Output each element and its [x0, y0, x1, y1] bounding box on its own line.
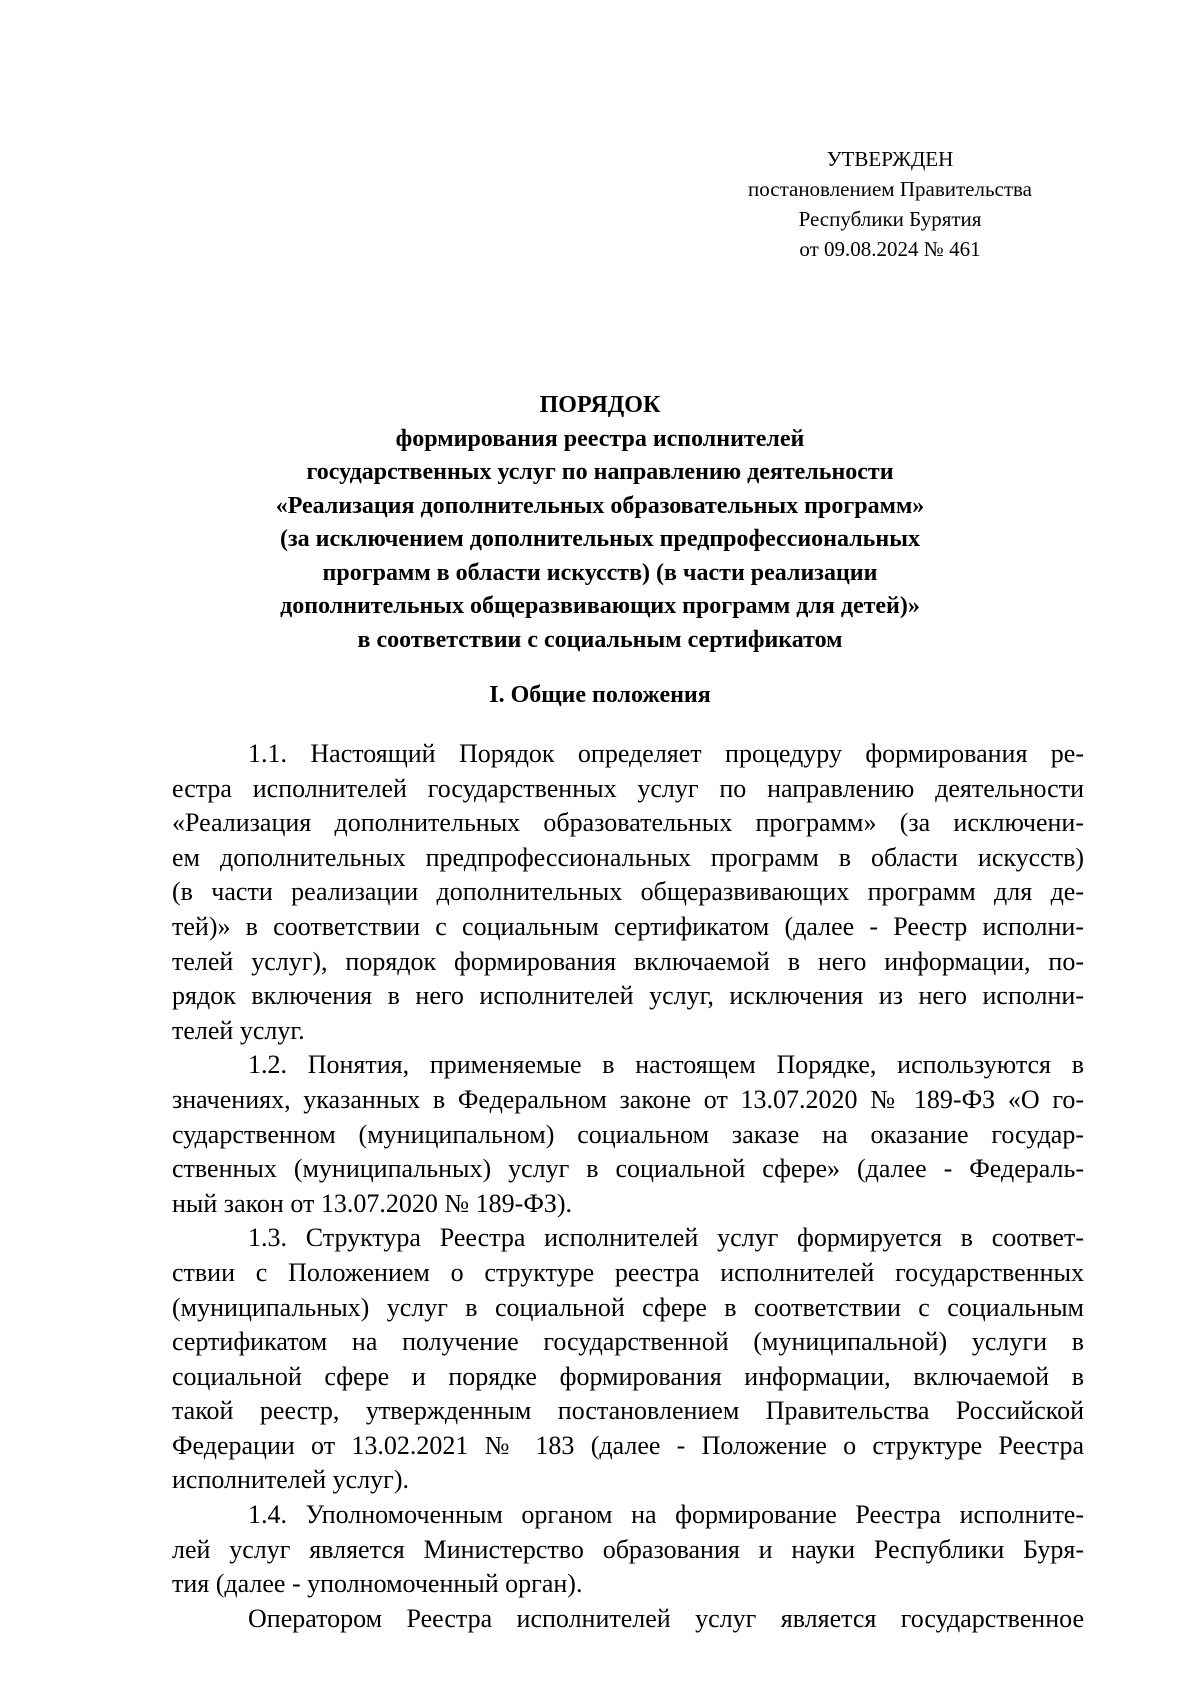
text-line: ный закон от 13.07.2020 № 189-ФЗ).: [172, 1188, 573, 1218]
paragraph-1-3: [172, 1221, 1084, 1498]
text-line: значениях, указанных в Федеральном законе от 13.07.2020 № 189-ФЗ «О го-: [172, 1084, 1084, 1114]
text-line: социальной сфере и порядке формирования информации, включаемой в: [172, 1361, 1084, 1391]
title-line: государственных услуг по направлению деятельности: [306, 459, 894, 485]
text-line: исполнителей услуг).: [172, 1465, 409, 1495]
text-line: тей)» в соответствии с социальным сертификатом (далее - Реестр исполни-: [172, 911, 1084, 941]
title-line: «Реализация дополнительных образовательных программ»: [275, 492, 925, 519]
approval-stamp-block: [690, 144, 1090, 264]
text-line: Оператором Реестра исполнителей услуг является государственное: [248, 1603, 1084, 1633]
section-heading: I. Общие положения: [489, 682, 711, 708]
title-line: (за исключением дополнительных предпрофессиональных: [280, 526, 920, 552]
text-line: рядок включения в него исполнителей услуг, исключения из него исполни-: [172, 981, 1084, 1011]
text-line: ственных (муниципальных) услуг в социальной сфере» (далее - Федераль-: [172, 1154, 1084, 1184]
paragraph-operator: [172, 1602, 1084, 1637]
text-line: сударственном (муниципальном) социальном заказе на оказание государ-: [172, 1119, 1084, 1149]
text-line: 1.4. Уполномоченным органом на формирование Реестра исполните-: [248, 1500, 1084, 1530]
text-line: тия (далее - уполномоченный орган).: [172, 1569, 583, 1599]
text-line: такой реестр, утвержденным постановлением Правительства Российской: [172, 1396, 1084, 1426]
text-line: естра исполнителей государственных услуг по направлению деятельности: [172, 773, 1084, 803]
text-line: Федерации от 13.02.2021 № 183 (далее - Положение о структуре Реестра: [172, 1430, 1084, 1460]
title-line: дополнительных общеразвивающих программ для детей)»: [280, 593, 920, 619]
text-line: (муниципальных) услуг в социальной сфере в соответствии с социальным: [172, 1292, 1084, 1322]
text-line: телей услуг), порядок формирования включаемой в него информации, по-: [172, 946, 1084, 976]
text-line: 1.1. Настоящий Порядок определяет процедуру формирования ре-: [248, 739, 1084, 768]
document-title: [140, 389, 1060, 657]
approval-line: Республики Бурятия: [798, 207, 982, 231]
title-line: в соответствии с социальным сертификатом: [357, 626, 843, 653]
approval-line: УТВЕРЖДЕН: [826, 147, 954, 171]
text-line: 1.3. Структура Реестра исполнителей услуг формируется в соответ-: [248, 1223, 1084, 1253]
approval-line: постановлением Правительства: [747, 177, 1032, 201]
paragraph-1-2: [172, 1048, 1084, 1221]
body-text: [172, 737, 1084, 1636]
text-line: ствии с Положением о структуре реестра исполнителей государственных: [172, 1257, 1084, 1287]
title-line: формирования реестра исполнителей: [395, 425, 805, 452]
text-line: (в части реализации дополнительных общеразвивающих программ для де-: [172, 877, 1084, 907]
title-line: программ в области искусств) (в части реализации: [322, 559, 878, 586]
text-line: 1.2. Понятия, применяемые в настоящем Порядке, используются в: [248, 1050, 1084, 1080]
paragraph-1-4: [172, 1498, 1084, 1602]
text-line: сертификатом на получение государственной (муниципальной) услуги в: [172, 1327, 1084, 1357]
paragraph-1-1: [172, 737, 1084, 1048]
text-line: лей услуг является Министерство образования и науки Республики Буря-: [172, 1534, 1084, 1564]
text-line: «Реализация дополнительных образовательных программ» (за исключени-: [172, 808, 1084, 838]
text-line: ем дополнительных предпрофессиональных программ в области искусств): [172, 842, 1084, 872]
text-line: телей услуг.: [172, 1015, 305, 1045]
title-line: ПОРЯДОК: [539, 392, 661, 418]
approval-line: от 09.08.2024 № 461: [799, 237, 981, 261]
